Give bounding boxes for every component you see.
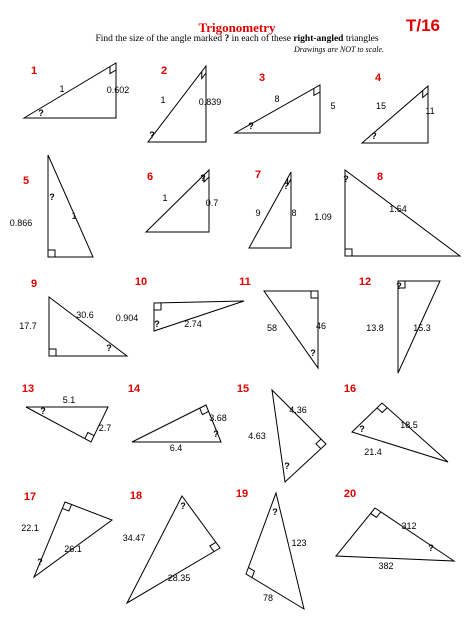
unknown-angle-marker: ? <box>310 348 316 358</box>
side-length-label: 2.7 <box>98 423 112 433</box>
right-angle-marker <box>110 67 116 74</box>
right-angle-marker <box>48 250 55 257</box>
side-length-label: 1.54 <box>389 204 407 214</box>
worksheet-title: Trigonometry <box>198 20 276 35</box>
unknown-angle-marker: ? <box>343 174 349 184</box>
side-length-label: 2.74 <box>184 319 202 329</box>
problem-number: 1 <box>30 65 38 77</box>
problem-number: 8 <box>376 171 384 183</box>
side-length-label: 0.866 <box>9 218 33 228</box>
triangle-problem-5 <box>10 155 93 257</box>
worksheet-code: T/16 <box>405 16 440 35</box>
triangle-problem-11 <box>239 276 326 368</box>
problem-number: 12 <box>358 276 372 288</box>
unknown-angle-marker: ? <box>283 181 289 191</box>
triangle-outline <box>336 508 454 561</box>
unknown-angle-marker: ? <box>396 281 402 291</box>
side-length-label: 11 <box>425 106 435 116</box>
side-length-label: 13.8 <box>366 323 384 333</box>
side-length-label: 0.839 <box>198 97 222 107</box>
triangle-outline <box>34 502 112 577</box>
unknown-angle-marker: ? <box>40 406 46 416</box>
right-angle-marker <box>154 303 161 310</box>
triangle-problem-10 <box>116 276 244 331</box>
instructions-text-2: in each of these <box>229 34 294 44</box>
triangle-problem-9 <box>19 278 127 356</box>
unknown-angle-marker: ? <box>149 130 155 140</box>
side-length-label: 123 <box>291 538 307 548</box>
problem-number: 4 <box>374 72 382 84</box>
side-length-label: 5 <box>330 101 336 111</box>
side-length-label: 15 <box>375 101 387 111</box>
triangle-outline <box>132 405 221 442</box>
side-length-label: 8 <box>291 208 297 218</box>
problem-number: 17 <box>23 491 37 503</box>
unknown-angle-marker: ? <box>37 557 43 567</box>
triangle-problem-2 <box>148 65 221 142</box>
side-length-label: 1 <box>160 95 166 105</box>
side-length-label: 1 <box>59 84 65 94</box>
right-angle-marker <box>345 249 352 256</box>
triangle-problem-8 <box>314 170 460 256</box>
side-length-label: 1 <box>71 211 77 221</box>
instructions-bold-term: right-angled <box>293 34 344 44</box>
problem-number: 14 <box>127 383 141 395</box>
problem-number: 19 <box>235 488 249 500</box>
side-length-label: 18.5 <box>400 420 418 430</box>
triangle-problem-19 <box>236 488 307 609</box>
right-angle-marker <box>210 542 216 551</box>
problem-number: 9 <box>30 278 38 290</box>
unknown-angle-marker: ? <box>154 319 160 329</box>
side-length-label: 5.1 <box>62 395 76 405</box>
side-length-label: 382 <box>378 561 394 571</box>
side-length-label: 28.35 <box>167 573 191 583</box>
problem-number: 3 <box>258 72 266 84</box>
side-length-label: 4.63 <box>248 431 266 441</box>
triangle-problem-6 <box>146 170 218 232</box>
unknown-angle-marker: ? <box>38 108 44 118</box>
side-length-label: 22.1 <box>21 523 39 533</box>
side-length-label: 3.68 <box>209 413 227 423</box>
triangle-problem-12 <box>359 276 440 373</box>
triangle-outline <box>26 407 108 442</box>
triangle-problem-17 <box>21 491 112 577</box>
side-length-label: 15.3 <box>413 323 431 333</box>
triangle-problem-18 <box>123 490 220 603</box>
side-length-label: 0.904 <box>115 313 139 323</box>
unknown-angle-marker: ? <box>359 424 365 434</box>
triangle-problem-3 <box>235 72 336 133</box>
right-angle-marker <box>311 291 318 298</box>
side-length-label: 78 <box>262 593 274 603</box>
problem-number: 7 <box>254 169 262 181</box>
side-length-label: 0.602 <box>106 85 130 95</box>
unknown-angle-marker: ? <box>180 501 186 511</box>
side-length-label: 30.6 <box>76 310 94 320</box>
right-angle-marker <box>202 72 206 79</box>
right-angle-marker <box>316 439 321 449</box>
unknown-angle-marker: ? <box>248 121 254 131</box>
right-angle-marker <box>314 88 320 95</box>
unknown-angle-marker: ? <box>213 429 219 439</box>
triangle-problem-16 <box>344 383 448 462</box>
right-angle-marker <box>49 349 56 356</box>
triangle-problem-4 <box>362 72 435 143</box>
triangle-problem-1 <box>24 63 129 118</box>
triangle-problem-7 <box>249 169 297 248</box>
side-length-label: 46 <box>315 321 327 331</box>
triangle-outline <box>49 297 127 356</box>
problem-number: 20 <box>343 488 357 500</box>
triangle-outline <box>48 155 93 257</box>
side-length-label: 21.4 <box>364 447 382 457</box>
side-length-label: 312 <box>401 521 417 531</box>
triangle-outline <box>272 390 326 482</box>
unknown-angle-marker: ? <box>272 507 278 517</box>
unknown-angle-marker: ? <box>284 461 290 471</box>
unknown-angle-marker: ? <box>49 192 55 202</box>
problem-number: 11 <box>239 276 251 288</box>
problem-number: 2 <box>160 65 168 77</box>
side-length-label: 9 <box>255 208 261 218</box>
instructions-text-1: Find the size of the angle marked <box>95 34 225 44</box>
instructions-text-3: triangles <box>343 34 379 44</box>
unknown-angle-marker: ? <box>106 343 112 353</box>
side-length-label: 8 <box>274 94 280 104</box>
side-length-label: 0.7 <box>205 198 219 208</box>
side-length-label: 1.09 <box>314 212 332 222</box>
triangle-problem-15 <box>237 383 326 482</box>
triangle-problem-13 <box>22 383 111 442</box>
unknown-angle-marker: ? <box>428 543 434 553</box>
triangle-problem-20 <box>336 488 454 571</box>
side-length-label: 34.47 <box>122 533 146 543</box>
side-length-label: 17.7 <box>19 321 37 331</box>
triangle-problem-14 <box>128 383 227 453</box>
right-angle-marker <box>423 91 428 98</box>
problem-number: 16 <box>343 383 357 395</box>
triangle-outline <box>127 496 220 603</box>
problem-number: 10 <box>134 276 148 288</box>
problem-number: 18 <box>129 490 143 502</box>
problem-number: 13 <box>21 383 35 395</box>
right-angle-marker <box>377 408 387 413</box>
unknown-angle-marker: ? <box>371 131 377 141</box>
problem-number: 5 <box>22 175 30 187</box>
side-length-label: 26.1 <box>64 544 82 554</box>
side-length-label: 58 <box>266 323 278 333</box>
side-length-label: 6.4 <box>169 443 183 453</box>
problem-number: 6 <box>146 171 154 183</box>
triangle-outline <box>148 66 206 142</box>
unknown-angle-marker: ? <box>200 173 206 183</box>
side-length-label: 1 <box>162 193 168 203</box>
scale-note: Drawings are NOT to scale. <box>293 45 384 54</box>
side-length-label: 4.36 <box>289 405 307 415</box>
right-angle-marker <box>371 512 381 517</box>
instructions-question-mark: ? <box>224 34 230 44</box>
problem-number: 15 <box>236 383 250 395</box>
